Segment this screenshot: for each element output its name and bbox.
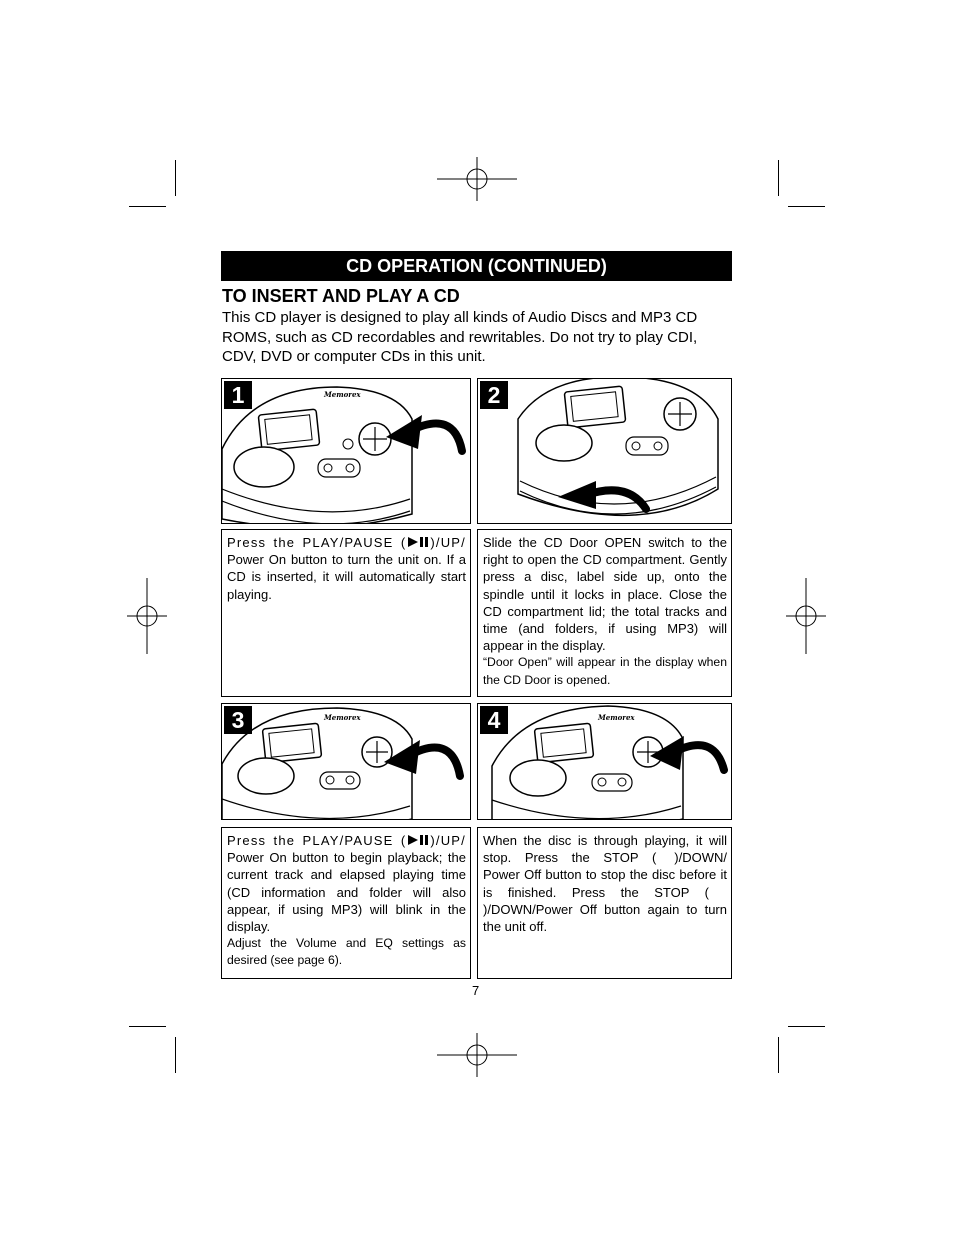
page-number: 7 [472, 983, 480, 998]
crosshair-icon [437, 157, 517, 201]
step-2-note: “Door Open” will appear in the display when the CD Door is opened. [483, 655, 727, 687]
step-2-illustration [477, 378, 732, 524]
intro-paragraph: This CD player is designed to play all kinds of Audio Discs and MP3 CD ROMS, such as CD recordables and rewritables. Do not try to play CDI, CDV, DVD or computer CDs in this unit. [222, 309, 698, 365]
step-number-badge: 2 [480, 381, 508, 409]
cd-player-illustration [478, 704, 732, 820]
svg-text:Memorex: Memorex [598, 713, 635, 722]
crop-mark [175, 1037, 176, 1073]
crop-mark [788, 206, 825, 207]
crosshair-icon [437, 1033, 517, 1077]
play-pause-icon [407, 536, 429, 548]
crosshair-icon [786, 578, 826, 654]
step-1-instructions [221, 529, 471, 697]
section-title: TO INSERT AND PLAY A CD [222, 286, 460, 306]
step-4-illustration [477, 703, 732, 820]
step-1-text-c: Power On button to turn the unit on. If a CD is inserted, it will automatically start playing. [227, 552, 466, 602]
step-number-badge: 1 [224, 381, 252, 409]
crop-mark [175, 160, 176, 196]
step-3-instructions [221, 827, 471, 979]
step-3-text-a: Press the PLAY/PAUSE ( [227, 833, 407, 848]
crop-mark [129, 1026, 166, 1027]
cd-player-illustration [222, 704, 471, 820]
cd-player-illustration [222, 379, 471, 524]
crop-mark [778, 160, 779, 196]
step-1-text-b: )/UP/ [430, 535, 466, 550]
step-4-text-b: )/DOWN/ Power Off button to stop the disc before it is finished. Press the STOP ( [483, 850, 727, 900]
step-1-text-a: Press the PLAY/PAUSE ( [227, 535, 407, 550]
step-3-note: Adjust the Volume and EQ settings as desired (see page 6). [227, 936, 466, 968]
crop-mark [129, 206, 166, 207]
section-header-bar [221, 251, 732, 281]
svg-text:Memorex: Memorex [324, 713, 361, 722]
step-4-instructions [477, 827, 732, 979]
crop-mark [778, 1037, 779, 1073]
cd-player-illustration [478, 379, 732, 524]
crop-mark [788, 1026, 825, 1027]
step-3-text-b: )/UP/ [430, 833, 466, 848]
play-pause-icon [407, 834, 429, 846]
page-title: CD OPERATION (CONTINUED) [346, 255, 607, 276]
step-4-text-c: )/DOWN/Power Off button again to turn the unit off. [483, 901, 727, 935]
step-3-illustration [221, 703, 471, 820]
step-1-illustration [221, 378, 471, 524]
step-number-badge: 3 [224, 706, 252, 734]
step-number-badge: 4 [480, 706, 508, 734]
svg-text:Memorex: Memorex [324, 390, 361, 399]
step-2-text: Slide the CD Door OPEN switch to the right to open the CD compartment. Gently press a disc, label side up, onto the spindle until it locks in place. Close the CD compartment lid; the total tracks and time (and folders, if using MP3) will appear in the display. [483, 535, 727, 654]
step-2-instructions [477, 529, 732, 697]
crosshair-icon [127, 578, 167, 654]
step-3-text-c: Power On button to begin playback; the current track and elapsed playing time (CD information and folder will also appear, if using MP3) will blink in the display. [227, 850, 466, 935]
step-4-text-a: When the disc is through playing, it will stop. Press the STOP ( [483, 833, 727, 866]
